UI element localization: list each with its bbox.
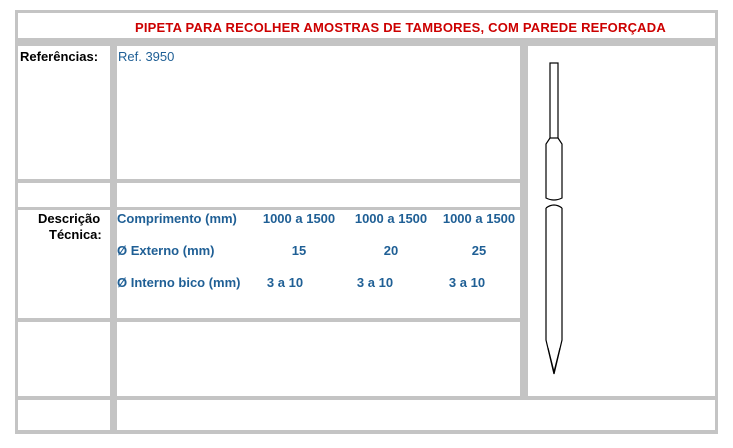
spec-value: 25 <box>471 243 487 258</box>
pipette-upper-tube <box>550 63 558 138</box>
spec-name-externo: Ø Externo (mm) <box>117 243 215 258</box>
pipette-tip <box>548 348 560 372</box>
technical-label-line1: Descrição <box>38 211 101 226</box>
footer-cell-right <box>117 400 715 430</box>
spec-value: 20 <box>383 243 399 258</box>
empty-cell-right <box>117 322 520 396</box>
references-label-cell <box>18 46 110 179</box>
empty-cell-left <box>18 322 110 396</box>
pipette-icon <box>535 58 575 378</box>
spec-value: 1000 a 1500 <box>262 211 336 226</box>
references-label: Referências: <box>20 49 99 64</box>
references-value-cell <box>117 46 520 179</box>
spec-value: 1000 a 1500 <box>442 211 516 226</box>
technical-values-cell <box>117 210 520 318</box>
spacer-cell-right <box>117 183 520 207</box>
spec-name-interno: Ø Interno bico (mm) <box>117 275 241 290</box>
spec-value: 1000 a 1500 <box>354 211 428 226</box>
technical-label-line2: Técnica: <box>49 227 102 242</box>
pipette-break <box>546 205 562 208</box>
spacer-cell-left <box>18 183 110 207</box>
footer-cell-left <box>18 400 110 430</box>
references-value: Ref. 3950 <box>118 49 175 64</box>
spec-value: 3 a 10 <box>448 275 486 290</box>
spec-value: 15 <box>291 243 307 258</box>
pipette-upper-body <box>546 138 562 200</box>
spec-value: 3 a 10 <box>266 275 304 290</box>
spec-name-comprimento: Comprimento (mm) <box>117 211 237 226</box>
page-title: PIPETA PARA RECOLHER AMOSTRAS DE TAMBORES, COM PAREDE REFORÇADA <box>135 20 666 35</box>
spec-value: 3 a 10 <box>356 275 394 290</box>
